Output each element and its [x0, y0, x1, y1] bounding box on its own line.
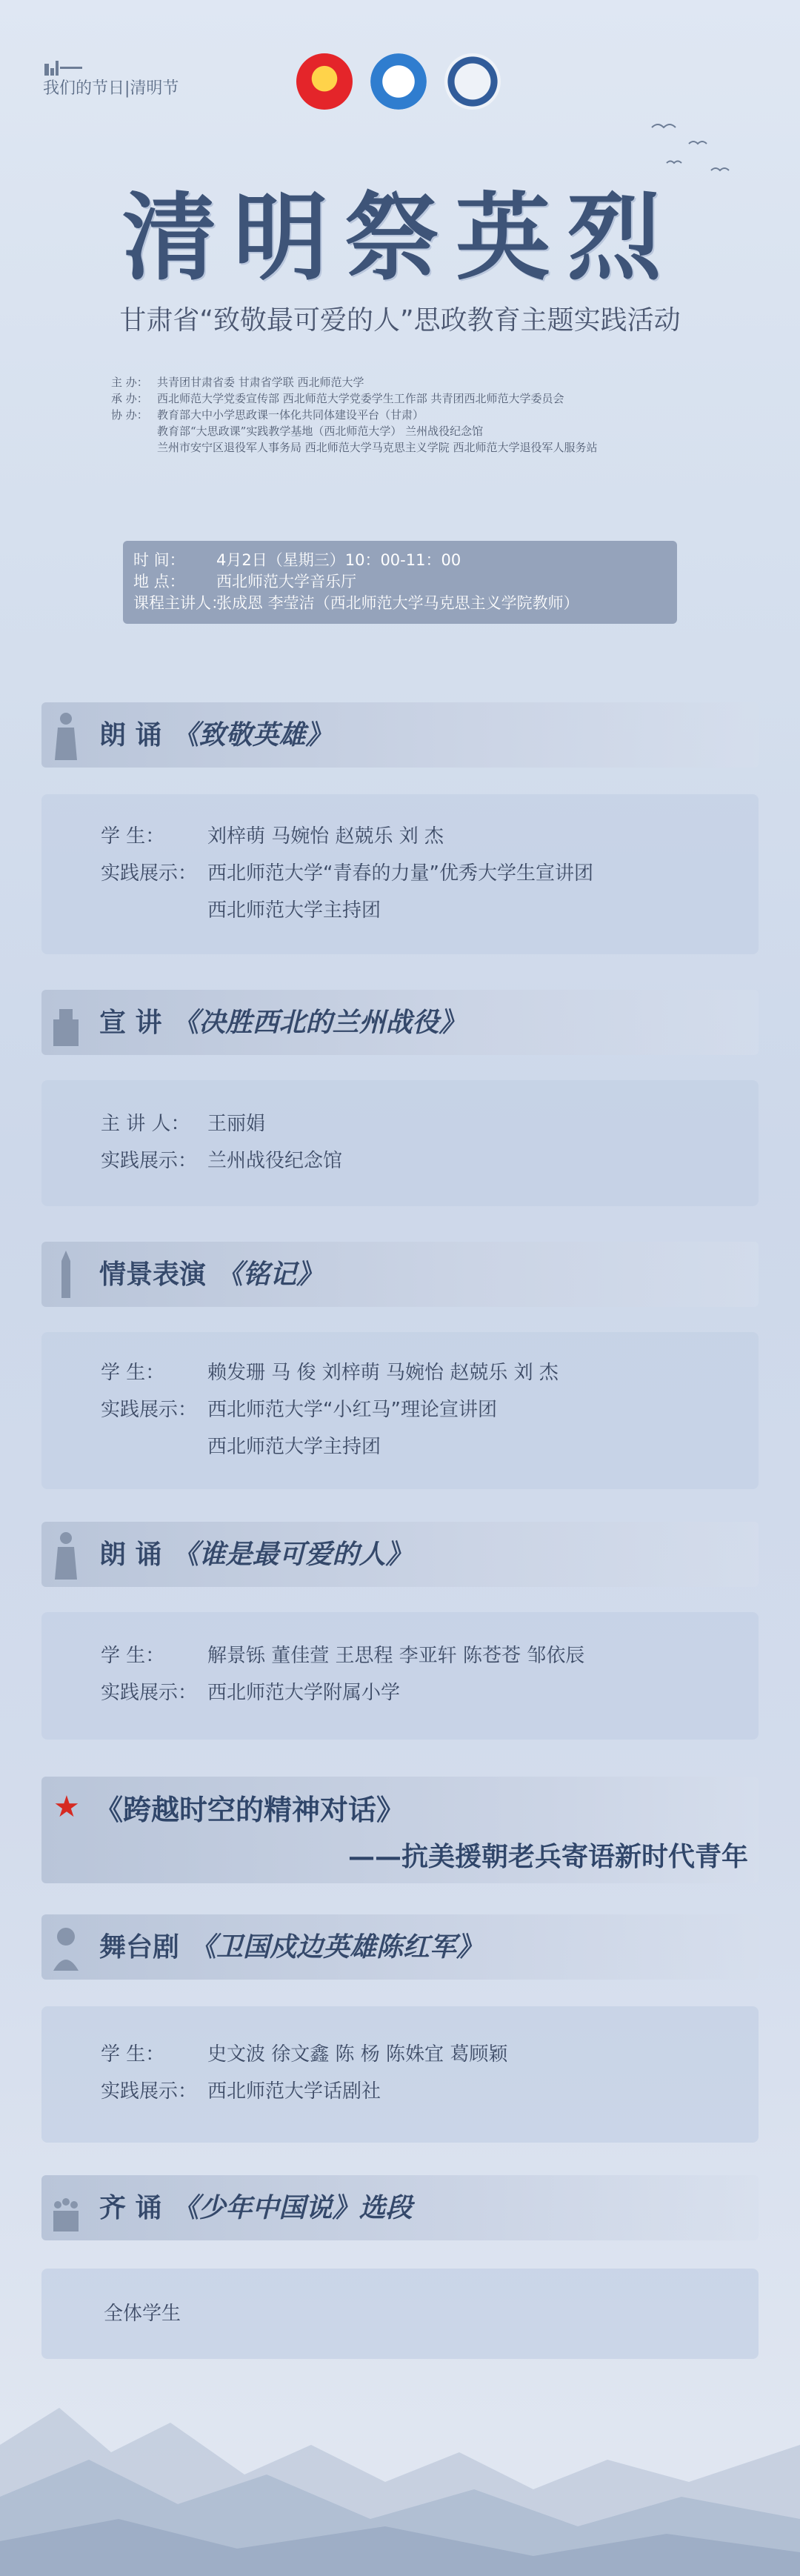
section-work: 《谁是最可爱的人》 [172, 1539, 413, 1570]
brand-block [43, 59, 213, 107]
crowd-icon [52, 2183, 80, 2233]
card-row: 实践展示： 西北师范大学话剧社 [101, 2080, 381, 2103]
card-row: 主 讲 人： 王丽娟 [101, 1113, 266, 1135]
soldier-silhouette-icon [52, 710, 80, 760]
card-row: 学 生： 解景铄 董佳萱 王思程 李亚轩 陈苍苍 邹依辰 [101, 1645, 585, 1667]
feature-title: 《跨越时空的精神对话》 [95, 1793, 405, 1826]
festival-icon [43, 59, 87, 77]
section-type: 朗 诵 [99, 1540, 162, 1570]
organizer-line: 协 办： 教育部大中小学思政课一体化共同体建设平台（甘肃） [111, 408, 424, 422]
section-type: 舞台剧 [99, 1932, 180, 1963]
card-row: 实践展示： 兰州战役纪念馆 [101, 1150, 343, 1172]
section-work: 《决胜西北的兰州战役》 [172, 1007, 466, 1038]
page-title: 清明祭英烈 [121, 182, 678, 293]
section-card [41, 2006, 759, 2143]
organizer-line: 教育部“大思政课”实践教学基地（西北师范大学） 兰州战役纪念馆 [157, 425, 484, 438]
section-work: 《卫国戍边英雄陈红军》 [190, 1931, 484, 1963]
section-work: 《致敬英雄》 [172, 719, 333, 750]
card-row: 实践展示： 西北师范大学“青春的力量”优秀大学生宣讲团 [101, 862, 593, 885]
section-type: 宣 讲 [99, 1008, 162, 1038]
section-header [41, 1914, 759, 1980]
section-type: 朗 诵 [99, 720, 162, 750]
section-header [41, 2175, 759, 2240]
feature-banner [41, 1777, 759, 1883]
brand-text: 我们的节日|清明节 [43, 79, 179, 98]
section-header [41, 1522, 759, 1587]
teaching-center-logo [370, 53, 427, 110]
mountain-landscape [0, 2297, 800, 2576]
section-type: 齐 诵 [99, 2193, 162, 2223]
logo-group [296, 53, 504, 116]
section-card [41, 794, 759, 954]
event-info-box [123, 541, 677, 624]
section-type: 情景表演 [99, 1259, 207, 1290]
page-subtitle: 甘肃省“致敬最可爱的人”思政教育主题实践活动 [119, 305, 681, 336]
section-header [41, 1242, 759, 1307]
youth-league-logo [296, 53, 353, 110]
section-card [41, 1080, 759, 1206]
section-work: 《铭记》 [216, 1259, 324, 1290]
section-card [41, 1612, 759, 1740]
soldier-silhouette-icon [52, 1529, 80, 1580]
card-row: 学 生： 史文波 徐文鑫 陈 杨 陈姝宜 葛顾颖 [101, 2043, 508, 2066]
section-card [41, 1332, 759, 1489]
card-row: 学 生： 刘梓萌 马婉怡 赵兢乐 刘 杰 [101, 825, 444, 848]
organizer-line: 承 办： 西北师范大学党委宣传部 西北师范大学党委学生工作部 共青团西北师范大学委员会 [111, 392, 564, 405]
section-header [41, 990, 759, 1055]
organizers-list [111, 374, 726, 456]
university-logo [444, 53, 501, 110]
card-row: 西北师范大学主持团 [207, 899, 381, 922]
fortress-icon [52, 997, 80, 1048]
organizer-line: 主 办： 共青团甘肃省委 甘肃省学联 西北师范大学 [111, 376, 364, 389]
star-icon: ★ [53, 1790, 80, 1824]
section-work: 《少年中国说》选段 [172, 2192, 413, 2223]
card-row: 西北师范大学主持团 [207, 1436, 381, 1458]
place-row: 地 点： 西北师范大学音乐厅 [133, 573, 356, 590]
section-header [41, 702, 759, 768]
organizer-line: 兰州市安宁区退役军人事务局 西北师范大学马克思主义学院 西北师范大学退役军人服务站 [157, 441, 598, 454]
card-row: 全体学生 [104, 2303, 181, 2325]
card-row: 学 生： 赖发珊 马 俊 刘梓萌 马婉怡 赵兢乐 刘 杰 [101, 1362, 559, 1384]
feature-subtitle: ——抗美援朝老兵寄语新时代青年 [347, 1841, 748, 1872]
host-row: 课程主讲人：张成恩 李莹洁（西北师范大学马克思主义学院教师） [133, 594, 579, 612]
soldier-portrait-icon [52, 1922, 80, 1972]
card-row: 实践展示： 西北师范大学附属小学 [101, 1682, 401, 1704]
time-row: 时 间： 4月2日（星期三）10：00-11：00 [133, 551, 461, 569]
monument-icon [52, 1249, 80, 1299]
card-row: 实践展示： 西北师范大学“小红马”理论宣讲团 [101, 1399, 497, 1421]
